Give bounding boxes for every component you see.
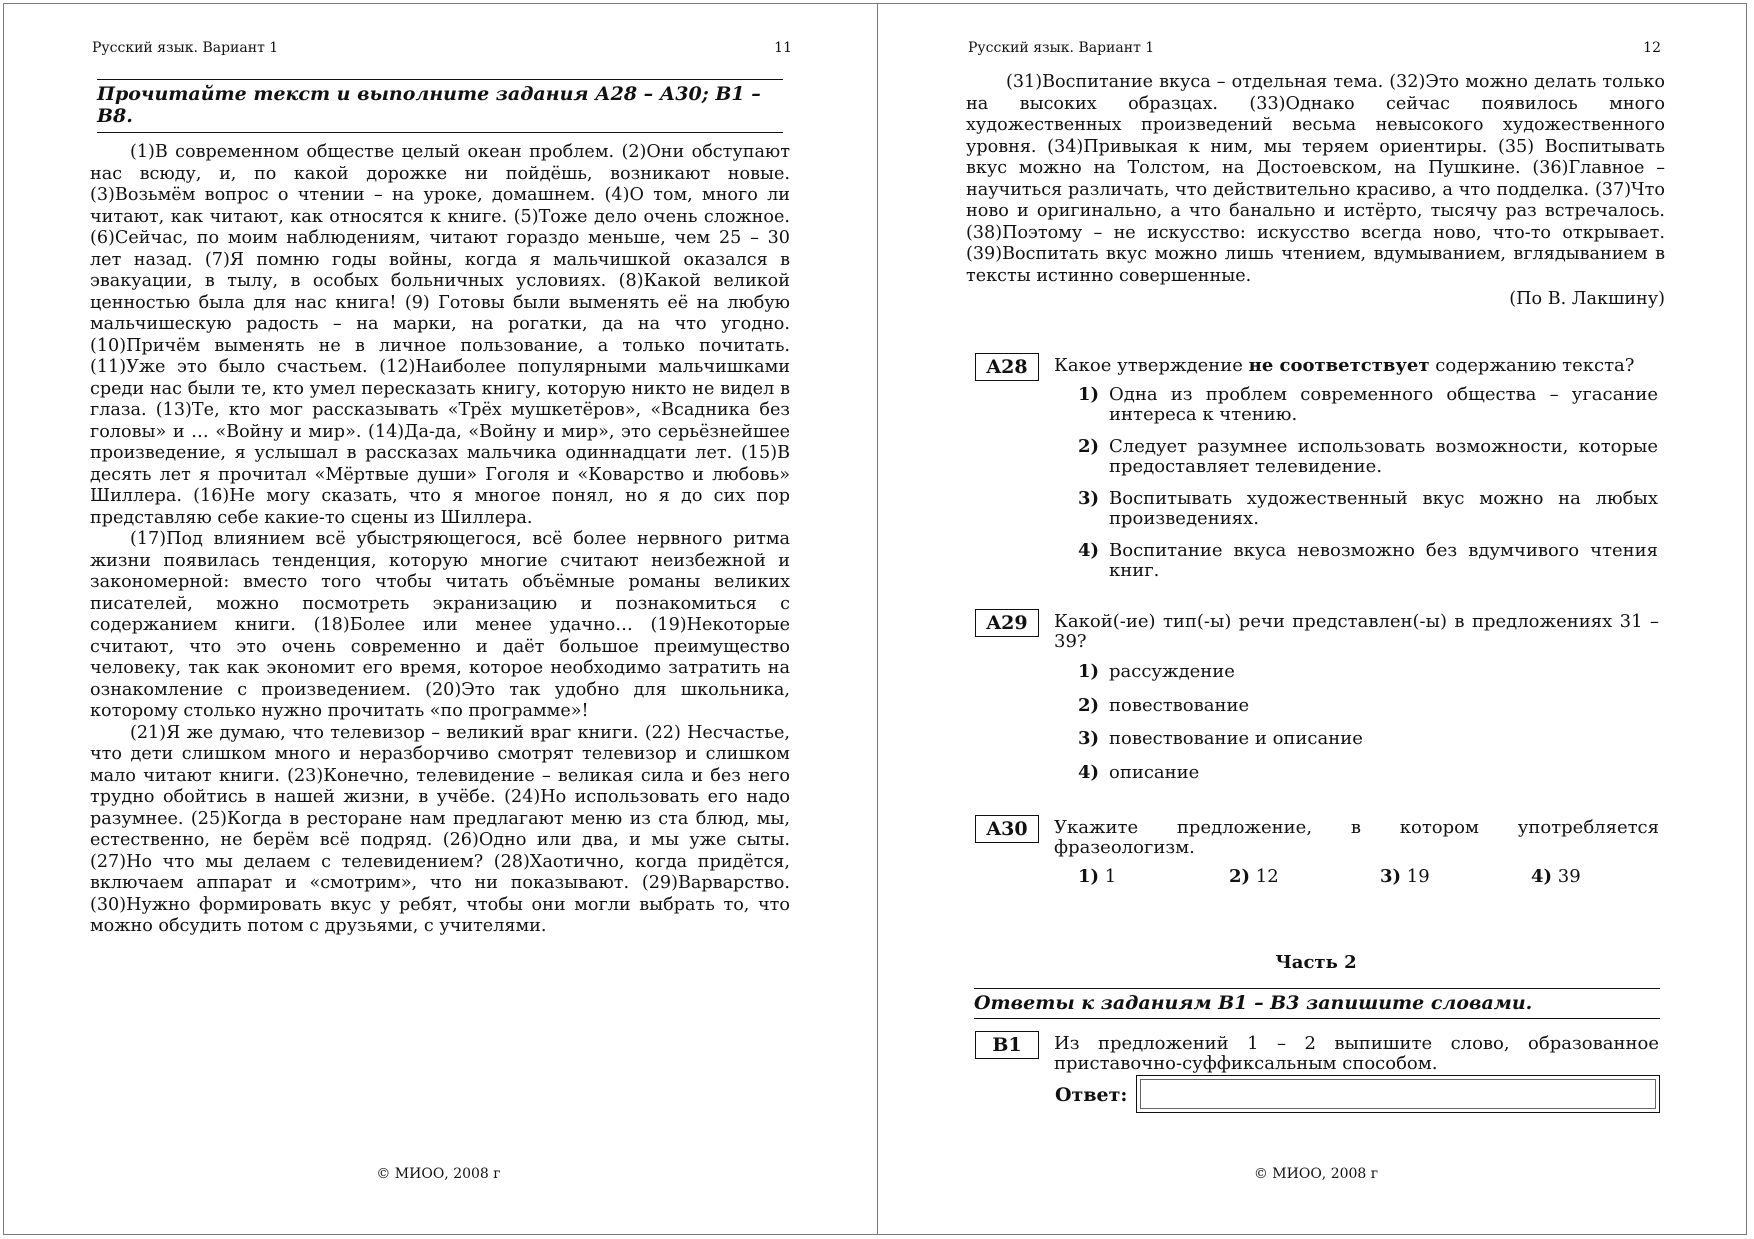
option-a30-1[interactable]: 1) 1 (1078, 866, 1117, 887)
option-a30-3[interactable]: 3) 19 (1380, 866, 1430, 887)
question-b1: Из предложений 1 – 2 выпишите слово, образованное приставочно-суффиксальным способом. (1054, 1033, 1659, 1074)
question-a28: Какое утверждение не соответствует содержанию текста? (1054, 355, 1635, 376)
text-instruction: Прочитайте текст и выполните задания А28 – А30; В1 – В8. (97, 79, 783, 133)
footer-copyright: © МИОО, 2008 г (1253, 1166, 1379, 1182)
option-a29-1[interactable]: 1) рассуждение (1078, 661, 1235, 682)
option-a28-2[interactable]: 2) Следует разумнее использовать возможности, которые предоставляет телевидение. (1078, 436, 1658, 477)
question-a29: Какой(-ие) тип(-ы) речи представлен(-ы) в предложениях 31 – 39? (1054, 611, 1659, 652)
task-label-a30: A30 (975, 815, 1039, 843)
part2-instruction: Ответы к заданиям В1 – В3 запишите словами. (974, 988, 1660, 1019)
answer-input-b1[interactable] (1136, 1075, 1660, 1113)
author-attribution: (По В. Лакшину) (1509, 289, 1665, 309)
paragraph: (1)В современном обществе целый океан проблем. (2)Они обступают нас всюду, и, по какой дорожке ни пойдёшь, возникают новые. (3)Возьмём вопрос о чтении – на уроке, домашнем. (4)О том, много ли читают, как читают, как относятся к книге. (5)Тоже дело очень сложное. (6)Сейчас, по моим наблюдениям, читают гораздо меньше, чем 25 – 30 лет назад. (7)Я помню годы войны, когда я мальчишкой оказался в эвакуации, в тылу, в особых больничных условиях. (8)Какой великой ценностью была для нас книга! (9) Готовы были выменять её на любую мальчишескую радость – на марки, на рогатки, да на что угодно. (10)Причём выменять не в личное пользование, а только почитать. (11)Уже это было счастьем. (12)Наиболее популярными мальчишками среди нас были те, кто умел пересказать книгу, которую никто не видел в глаза. (13)Те, кто мог рассказывать «Трёх мушкетёров», «Всадника без головы» и … «Войну и мир». (14)Да-да, «Войну и мир», это серьёзнейшее произведение, я услышал в рассказах мальчика одиннадцати лет. (15)В десять лет я прочитал «Мёртвые души» Гоголя и «Коварство и любовь» Шиллера. (16)Не могу сказать, что я многое понял, но я до сих пор представляю себе какие-то сцены из Шиллера. (90, 142, 790, 528)
part2-title: Часть 2 (1275, 952, 1357, 973)
task-label-a28: A28 (975, 353, 1039, 381)
option-a29-2[interactable]: 2) повествование (1078, 695, 1250, 716)
header-title: Русский язык. Вариант 1 (92, 40, 279, 56)
header-title: Русский язык. Вариант 1 (968, 40, 1155, 56)
page-number: 12 (1643, 40, 1661, 56)
answer-label: Ответ: (1055, 1084, 1128, 1106)
option-a29-3[interactable]: 3) повествование и описание (1078, 728, 1363, 749)
emphasis: не соответствует (1248, 355, 1430, 376)
reading-text-continued (966, 72, 1665, 311)
paragraph: (31)Воспитание вкуса – отдельная тема. (32)Это можно делать только на высоких образцах. (33)Однако сейчас появилось много художественных произведений весьма невысокого художественного уровня. (34)Привыкая к ним, мы теряем ориентиры. (35) Воспитывать вкус можно на Толстом, на Достоевском, на Пушкине. (36)Главное – научиться различать, что действительно красиво, а что подделка. (37)Что ново и оригинально, а что банально и истёрто, тысячу раз встречалось. (38)Поэтому – не искусство: искусство всегда ново, что-то открывает. (39)Воспитать вкус можно лишь чтением, вдумыванием, вглядыванием в тексты истинно совершенные. (966, 72, 1665, 286)
right-page (878, 0, 1754, 1239)
option-a29-4[interactable]: 4) описание (1078, 762, 1200, 783)
option-a28-3[interactable]: 3) Воспитывать художественный вкус можно на любых произведениях. (1078, 488, 1658, 529)
option-a28-4[interactable]: 4) Воспитание вкуса невозможно без вдумчивого чтения книг. (1078, 540, 1658, 581)
question-a30: Укажите предложение, в котором употребляется фразеологизм. (1054, 817, 1659, 858)
footer-copyright: © МИОО, 2008 г (376, 1166, 501, 1182)
answer-input-inner[interactable] (1140, 1079, 1656, 1109)
reading-text (90, 142, 790, 938)
task-label-b1: B1 (975, 1031, 1039, 1059)
paragraph: (17)Под влиянием всё убыстряющегося, всё более нервного ритма жизни появилась тенденция, которую многие считают неизбежной и закономерной: вместо того чтобы читать объёмные романы великих писателей, можно посмотреть экранизацию и познакомиться с содержанием книги. (18)Более или менее удачно… (19)Некоторые считают, что это очень современно и даёт большое преимущество человеку, так как экономит его время, которое необходимо затратить на ознакомление с произведением. (20)Это так удобно для школьника, которому столько нужно прочитать «по программе»! (90, 529, 790, 721)
options-a30 (1078, 866, 1682, 887)
page-number: 11 (774, 40, 792, 56)
paragraph: (21)Я же думаю, что телевизор – великий враг книги. (22) Несчастье, что дети слишком много и неразборчиво смотрят телевизор и слишком мало читают книги. (23)Конечно, телевидение – великая сила и без него трудно обойтись в нашей жизни, в учёбе. (24)Но использовать его надо разумнее. (25)Когда в ресторане нам предлагают меню из ста блюд, мы, естественно, не берём всё подряд. (26)Одно или два, и мы уже сыты. (27)Но что мы делаем с телевидением? (28)Хаотично, когда придётся, включаем аппарат и «смотрим», что ни показывают. (29)Варварство. (30)Нужно формировать вкус у ребят, чтобы они могли выбрать то, что можно обсудить потом с друзьями, с учителями. (90, 722, 790, 936)
option-a28-1[interactable]: 1) Одна из проблем современного общества – угасание интереса к чтению. (1078, 384, 1658, 425)
task-label-a29: A29 (975, 609, 1039, 637)
option-a30-4[interactable]: 4) 39 (1531, 866, 1581, 887)
option-a30-2[interactable]: 2) 12 (1229, 866, 1279, 887)
